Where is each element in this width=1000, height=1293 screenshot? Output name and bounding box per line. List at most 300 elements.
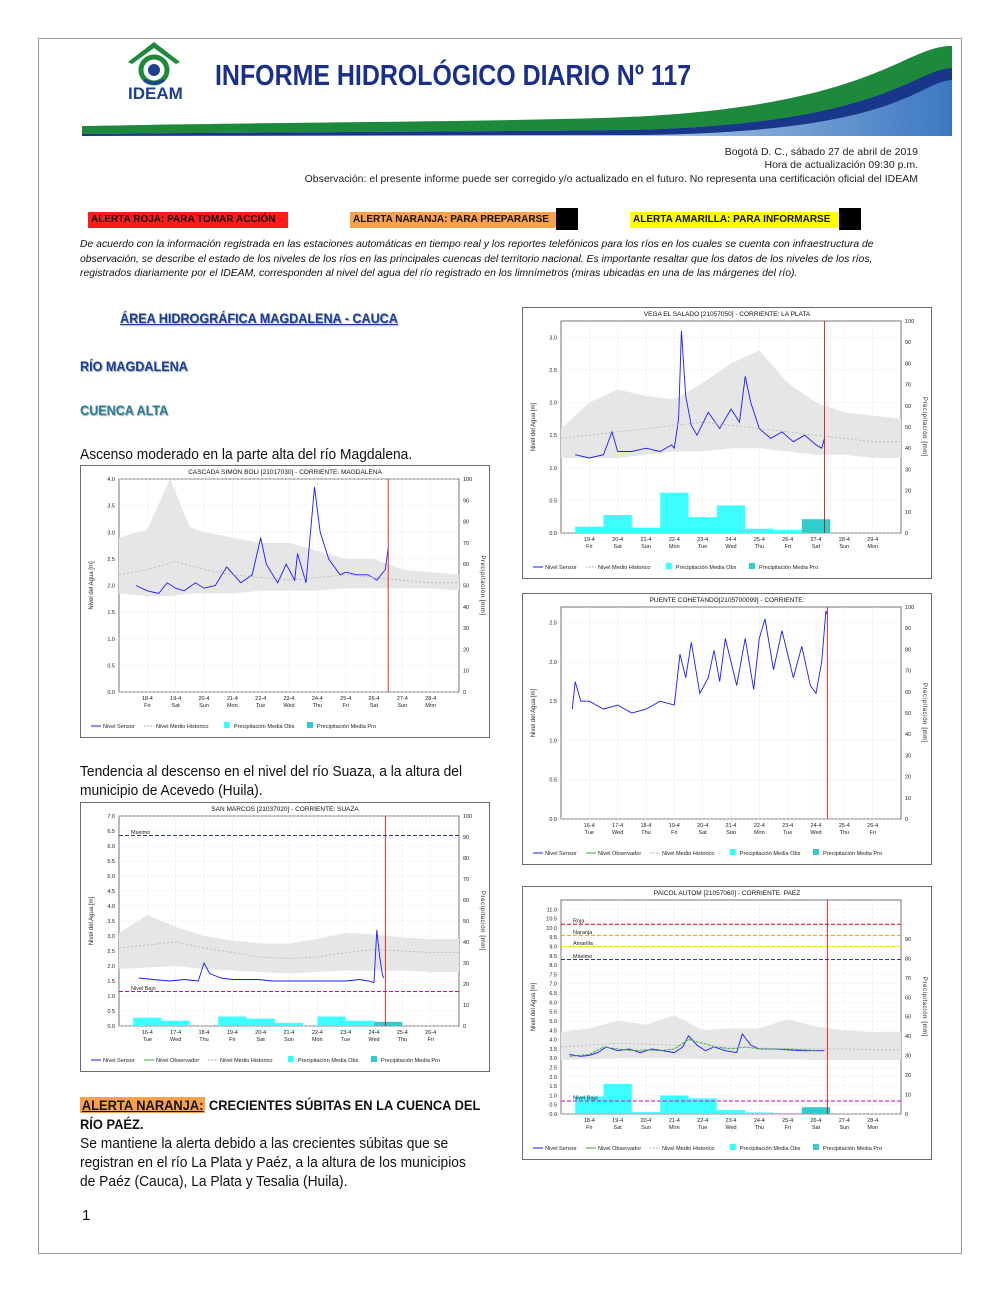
x-tick-day: Tue [142,1037,152,1043]
legend-swatch [666,563,672,569]
legend-swatch [371,1056,377,1062]
y2-tick-label: 10 [905,795,912,802]
river-heading: RÍO MAGDALENA [80,358,188,374]
y-tick-label: 1.0 [549,465,557,472]
y2-tick-label: 10 [905,509,912,516]
logo-text: IDEAM [128,84,183,103]
x-tick-day: Sun [641,544,651,550]
y-tick-label: 0.0 [549,531,557,537]
chart-title: VEGA EL SALADO [21057050] - CORRIENTE: LA PLATA [643,311,811,318]
y-tick-label: 2.0 [549,400,557,407]
precip-pro-bar [374,1022,402,1026]
y-tick-label: 3.0 [107,934,115,940]
x-tick-date: 23-4 [782,823,794,829]
x-tick-date: 24-4 [810,823,822,829]
legend-label: Precipitación Media Obs [739,1146,801,1152]
y-tick-label: 4.0 [107,904,115,910]
legend-label: Precipitación Media Obs [297,1058,359,1064]
intro-paragraph: De acuerdo con la información registrada en las estaciones automáticas en tiempo real y los reportes telefónicos para los ríos en los cuales se cuenta con infraestructura de observación, se describe el estado de los niveles de los ríos en las principales cuencas del territorio nacional. Es importante resaltar que los datos de los niveles de los ríos, registrados diariamente por el IDEAM, corresponden al nivel del agua del río registrado en los limnímetros (miras ubicadas en una de las márgenes del río). [80,239,874,280]
y-tick-label: 1.5 [549,1084,557,1091]
y-tick-label: 2.5 [549,1065,557,1072]
x-tick-day: Wed [368,1037,380,1043]
legend-label: Precipitación Media Obs [233,724,295,730]
x-tick-date: 24-4 [368,1030,380,1036]
chart-paicol-autom [522,886,932,1160]
threshold-label: Nivel Bajo [573,1095,598,1102]
chart-title: PAICOL AUTOM [21057060] - CORRIENTE: PAEZ [653,890,801,897]
y-tick-label: 0.0 [549,1112,557,1118]
y2-tick-label: 100 [463,814,473,820]
x-tick-day: Thu [754,1125,765,1131]
x-tick-date: 18-4 [198,1030,210,1036]
threshold-label: Roja [573,918,585,925]
x-tick-date: 17-4 [170,1030,182,1036]
x-tick-date: 28-4 [867,1118,879,1124]
x-tick-day: Thu [641,830,651,836]
x-tick-date: 27-4 [810,537,822,543]
legend-label: Precipitación Media Pro [759,565,819,571]
threshold-label: Amarilla [573,941,593,948]
y-axis-label: Nivel del Agua [m] [89,896,95,946]
precip-obs-bar [162,1021,190,1026]
y-tick-label: 7.5 [549,972,557,979]
x-tick-day: Fri [784,1125,791,1131]
y2-tick-label: 70 [463,540,470,547]
precip-obs-bar [717,505,745,533]
x-tick-date: 22-4 [668,537,680,543]
precip-obs-bar [660,1096,688,1114]
precip-obs-bar [317,1017,345,1026]
x-tick-day: Thu [199,1037,209,1043]
chart-title: PUENTE COHETANDO[2105700099] - CORRIENTE: [649,597,805,604]
y-tick-label: 3.0 [549,1056,557,1063]
x-tick-date: 21-4 [725,823,737,829]
x-tick-day: Thu [312,703,323,709]
y2-tick-label: 70 [905,668,912,675]
x-tick-day: Fri [427,1037,434,1043]
y2-tick-label: 50 [905,1014,912,1021]
x-tick-day: Mon [668,1125,680,1131]
y-tick-label: 8.5 [549,953,557,960]
y-tick-label: 0.0 [107,1024,115,1030]
y-tick-label: 10.0 [546,925,557,932]
y2-tick-label: 80 [463,519,470,526]
x-tick-date: 26-4 [810,1118,822,1124]
legend-label: Nivel Observador [598,851,642,857]
y2-tick-label: 60 [463,562,470,569]
y-tick-label: 3.0 [107,530,115,537]
y2-tick-label: 70 [905,382,912,389]
threshold-label: Naranja [573,929,593,936]
y-tick-label: 9.5 [549,935,557,942]
x-tick-day: Wed [725,1125,737,1131]
threshold-label: Nivel Bajo [131,986,156,992]
y2-tick-label: 0 [905,1112,909,1118]
threshold-label: Máximo [573,954,593,961]
precip-obs-bar [218,1017,246,1026]
legend-label: Precipitación Media Pro [381,1058,441,1064]
y-tick-label: 4.5 [107,889,115,895]
x-tick-day: Wed [725,544,737,550]
legend-label: Nivel Observador [156,1058,200,1064]
y2-axis-label: Precipitación [mm] [921,976,927,1038]
y2-tick-label: 80 [463,856,470,862]
threshold-label: Maximo [131,830,151,836]
y-tick-label: 0.5 [549,1102,557,1109]
y2-tick-label: 100 [905,605,915,611]
x-tick-date: 19-4 [612,1118,624,1124]
x-tick-date: 25-4 [782,1118,794,1124]
y2-axis-label: Precipitación [mm] [921,682,927,744]
x-tick-date: 23-4 [725,1118,737,1124]
precip-obs-bar [774,530,802,533]
x-tick-day: Wed [612,830,624,836]
y-tick-label: 1.5 [107,979,115,985]
x-tick-day: Sat [256,1037,265,1043]
x-tick-date: 25-4 [396,1030,408,1036]
x-tick-date: 24-4 [725,537,737,543]
y-tick-label: 6.5 [549,991,557,998]
y-tick-label: 1.5 [107,610,115,617]
precip-obs-bar [133,1018,161,1026]
precip-pro-bar [802,519,830,533]
y2-tick-label: 50 [463,583,470,590]
x-tick-day: Mon [867,544,879,550]
precip-obs-bar [575,527,603,533]
y2-tick-label: 0 [463,1024,467,1030]
x-tick-day: Sat [811,1125,821,1131]
y-tick-label: 7.0 [107,814,115,820]
y-tick-label: 6.0 [549,1000,557,1007]
x-tick-day: Mon [668,544,680,550]
legend-label: Nivel Medio Historico [662,1146,715,1152]
x-tick-day: Sun [839,1125,850,1131]
y2-tick-label: 60 [463,898,470,904]
x-tick-day: Fri [144,703,151,709]
x-tick-date: 21-4 [640,537,652,543]
x-tick-day: Fri [586,544,593,550]
precip-obs-bar [275,1023,303,1026]
legend-label: Precipitación Media Pro [317,724,377,730]
legend-label: Nivel Sensor [103,1058,135,1064]
x-tick-day: Sat [613,544,622,550]
legend-swatch [730,849,736,855]
legend-label: Nivel Sensor [545,1146,577,1152]
x-tick-date: 27-4 [396,696,408,702]
y2-tick-label: 60 [905,403,912,410]
legend-label: Nivel Sensor [545,565,577,571]
y-tick-label: 1.5 [549,699,557,706]
area-heading: ÁREA HIDROGRÁFICA MAGDALENA - CAUCA [120,310,398,326]
y-tick-label: 1.0 [107,636,115,643]
y-tick-label: 5.0 [549,1018,557,1025]
alert-orange-inline-label: ALERTA NARANJA: [81,1097,204,1113]
legend-swatch [749,563,755,569]
y-tick-label: 5.0 [107,874,115,880]
x-tick-day: Sat [369,703,379,709]
x-tick-date: 16-4 [141,1030,153,1036]
x-tick-day: Fri [784,544,791,550]
y-tick-label: 0.5 [549,498,557,505]
x-tick-day: Tue [783,830,793,836]
y-tick-label: 2.5 [549,367,557,374]
legend-swatch [288,1056,294,1062]
alert-yellow-marker [839,208,861,230]
x-tick-date: 23-4 [340,1030,352,1036]
legend-label: Nivel Sensor [103,724,135,730]
y2-tick-label: 80 [905,956,912,963]
basin-heading: CUENCA ALTA [80,402,169,418]
y2-tick-label: 30 [463,626,470,633]
y2-tick-label: 70 [905,975,912,982]
x-tick-date: 23-4 [283,696,295,702]
x-tick-day: Sat [698,830,707,836]
y-tick-label: 6.0 [107,844,115,850]
x-tick-date: 22-4 [311,1030,323,1036]
y2-axis-label: Precipitación [mm] [479,890,485,952]
y2-tick-label: 40 [463,940,470,946]
alert-heading [80,1096,485,1134]
y2-tick-label: 0 [905,531,909,537]
legend-swatch [813,849,819,855]
legend-swatch [224,722,230,728]
y-tick-label: 4.0 [549,1037,557,1044]
y-tick-label: 1.0 [549,738,557,745]
y2-tick-label: 10 [905,1092,912,1099]
y2-tick-label: 50 [905,711,912,717]
paragraph-magdalena: Ascenso moderado en la parte alta del río Magdalena. [80,446,413,463]
x-tick-day: Fri [342,703,349,709]
document-title: INFORME HIDROLÓGICO DIARIO Nº 117 [215,60,692,92]
precip-obs-bar [604,515,632,533]
x-tick-day: Sun [726,830,736,836]
x-tick-day: Tue [698,1125,708,1131]
legend-swatch [730,1144,736,1150]
y-tick-label: 3.0 [549,335,557,342]
y2-tick-label: 40 [905,446,912,453]
x-tick-date: 17-4 [612,823,624,829]
x-tick-day: Sat [171,703,180,709]
y-tick-label: 2.0 [107,964,115,970]
y-tick-label: 10.5 [546,916,557,923]
y-tick-label: 0.0 [107,690,115,696]
alert-heading-text: CRECIENTES SÚBITAS EN LA CUENCA DEL RÍO PAÉZ. [80,1097,481,1132]
x-tick-day: Thu [754,544,765,550]
x-tick-date: 19-4 [583,537,595,543]
y2-tick-label: 0 [463,690,467,696]
x-tick-date: 20-4 [198,696,210,702]
precip-obs-bar [632,528,660,533]
y2-tick-label: 30 [905,1053,912,1060]
chart-cascada-simon-boli [80,465,490,738]
legend-swatch [307,722,313,728]
x-tick-date: 24-4 [753,1118,765,1124]
x-tick-day: Fri [869,830,876,836]
y2-tick-label: 40 [905,732,912,739]
x-tick-date: 24-4 [311,696,323,702]
legend-label: Precipitación Media Obs [675,565,737,571]
y-tick-label: 2.0 [549,659,557,666]
y2-tick-label: 20 [905,488,912,495]
y2-tick-label: 30 [905,753,912,760]
x-tick-day: Wed [170,1037,182,1043]
x-tick-date: 21-4 [668,1118,680,1124]
x-tick-day: Mon [753,830,765,836]
y-tick-label: 3.5 [107,919,115,925]
y-tick-label: 2.0 [549,1074,557,1081]
y2-tick-label: 90 [905,340,912,347]
x-tick-day: Sun [199,703,209,709]
y-tick-label: 2.5 [107,949,115,955]
y2-axis-label: Precipitación [mm] [921,396,927,458]
x-tick-day: Sun [641,1125,651,1131]
x-tick-date: 22-4 [255,696,267,702]
chart-puente-cohetando [522,593,932,865]
precip-obs-bar [745,1112,773,1114]
alert-orange-marker [556,208,578,230]
y-tick-label: 8.0 [549,963,557,970]
legend-label: Nivel Sensor [545,851,577,857]
y-axis-label: Nivel del Agua [m] [531,688,537,738]
x-tick-day: Mon [226,703,238,709]
x-tick-day: Sun [397,703,408,709]
y2-tick-label: 30 [905,467,912,474]
legend-label: Precipitación Media Obs [739,851,801,857]
x-tick-date: 20-4 [640,1118,652,1124]
x-tick-date: 27-4 [838,1118,850,1124]
x-tick-date: 16-4 [583,823,595,829]
y2-tick-label: 0 [905,817,909,823]
x-tick-day: Fri [229,1037,236,1043]
x-tick-date: 26-4 [867,823,879,829]
paragraph-suaza: Tendencia al descenso en el nivel del río Suaza, a la altura del municipio de Acevedo (Huila). [80,763,463,799]
precip-obs-bar [632,1112,660,1114]
chart-title: SAN MARCOS [21037020] - CORRIENTE: SUAZA [211,806,359,813]
chart-san-marcos [80,802,490,1072]
x-tick-day: Tue [341,1037,351,1043]
x-tick-day: Mon [867,1125,879,1131]
x-tick-date: 26-4 [782,537,794,543]
x-tick-date: 20-4 [612,537,624,543]
precip-obs-bar [247,1019,275,1026]
x-tick-day: Wed [283,703,295,709]
legend-label: Precipitación Media Pro [823,851,883,857]
y2-axis-label: Precipitación [mm] [479,555,485,616]
alert-orange-label: ALERTA NARANJA: PARA PREPARARSE [350,212,558,228]
y2-tick-label: 90 [905,936,912,943]
y-tick-label: 4.0 [107,477,115,483]
y2-tick-label: 100 [905,319,915,325]
y2-tick-label: 20 [905,774,912,781]
y-tick-label: 4.5 [549,1028,557,1035]
x-tick-date: 18-4 [141,696,153,702]
y2-tick-label: 60 [905,995,912,1002]
precip-pro-bar [802,1107,830,1114]
y2-tick-label: 50 [463,919,470,925]
x-tick-date: 23-4 [697,537,709,543]
precip-obs-bar [346,1021,374,1026]
y2-tick-label: 40 [463,604,470,611]
precip-obs-bar [660,493,688,533]
precip-obs-bar [745,529,773,533]
y-tick-label: 3.5 [549,1046,557,1053]
update-time: Hora de actualización 09:30 p.m. [764,159,918,171]
legend-label: Nivel Medio Historico [220,1058,273,1064]
y2-tick-label: 80 [905,647,912,654]
x-tick-date: 19-4 [226,1030,238,1036]
y-tick-label: 6.5 [107,829,115,835]
x-tick-date: 26-4 [368,696,380,702]
y-tick-label: 0.5 [107,1009,115,1015]
chart-vega-el-salado [522,307,932,579]
x-tick-date: 22-4 [697,1118,709,1124]
y-tick-label: 5.5 [107,859,115,865]
y2-tick-label: 90 [905,626,912,633]
precip-obs-bar [774,1113,802,1114]
observation-note: Observación: el presente informe puede ser corregido y/o actualizado en el futuro. No representa una certificación oficial del IDEAM [304,173,918,185]
y-tick-label: 0.0 [549,817,557,823]
y2-tick-label: 80 [905,361,912,368]
y-tick-label: 5.5 [549,1009,557,1016]
chart-title: CASCADA SIMON BOLI [21017030] - CORRIENTE: MAGDALENA [188,469,382,476]
x-tick-day: Fri [671,830,678,836]
y2-tick-label: 60 [905,689,912,696]
x-tick-day: Sun [839,544,850,550]
y-tick-label: 1.0 [107,994,115,1000]
y-tick-label: 1.5 [549,433,557,440]
x-tick-day: Wed [810,830,822,836]
x-tick-day: Sun [284,1037,294,1043]
x-tick-day: Mon [425,703,437,709]
y2-tick-label: 10 [463,668,470,675]
x-tick-date: 25-4 [838,823,850,829]
x-tick-day: Fri [586,1125,593,1131]
alert-yellow-label: ALERTA AMARILLA: PARA INFORMARSE [630,212,840,228]
x-tick-date: 25-4 [340,696,352,702]
y2-tick-label: 20 [463,982,470,988]
x-tick-date: 18-4 [583,1118,595,1124]
precip-obs-bar [717,1110,745,1114]
y-axis-label: Nivel del Agua [m] [531,402,537,452]
x-tick-day: Thu [397,1037,408,1043]
legend-label: Nivel Medio Historico [662,851,715,857]
legend-label: Nivel Observador [598,1146,642,1152]
y2-tick-label: 40 [905,1034,912,1041]
y2-tick-label: 70 [463,877,470,883]
x-tick-date: 19-4 [170,696,182,702]
y2-tick-label: 20 [463,647,470,654]
x-tick-date: 19-4 [668,823,680,829]
x-tick-day: Tue [584,830,594,836]
paragraph-paez: Se mantiene la alerta debido a las crecientes súbitas que se registran en el río La Plata y Paéz, a la altura de los municipios de Paéz (Cauca), La Plata y Tesalia (Huila). [80,1135,466,1190]
y2-tick-label: 100 [463,477,473,483]
x-tick-date: 29-4 [867,537,879,543]
legend-label: Precipitación Media Pro [823,1146,883,1152]
y-tick-label: 3.5 [107,503,115,510]
x-tick-day: Sat [613,1125,622,1131]
alert-red-label: ALERTA ROJA: PARA TOMAR ACCIÓN [88,212,288,228]
y-tick-label: 0.5 [549,777,557,784]
x-tick-date: 21-4 [283,1030,295,1036]
y-tick-label: 2.5 [107,556,115,563]
y-tick-label: 11.0 [546,907,557,914]
precip-obs-bar [604,1084,632,1114]
x-tick-date: 22-4 [753,823,765,829]
y-tick-label: 2.0 [107,583,115,590]
y-tick-label: 1.0 [549,1093,557,1100]
y-tick-label: 0.5 [107,663,115,670]
x-tick-day: Tue [698,544,708,550]
